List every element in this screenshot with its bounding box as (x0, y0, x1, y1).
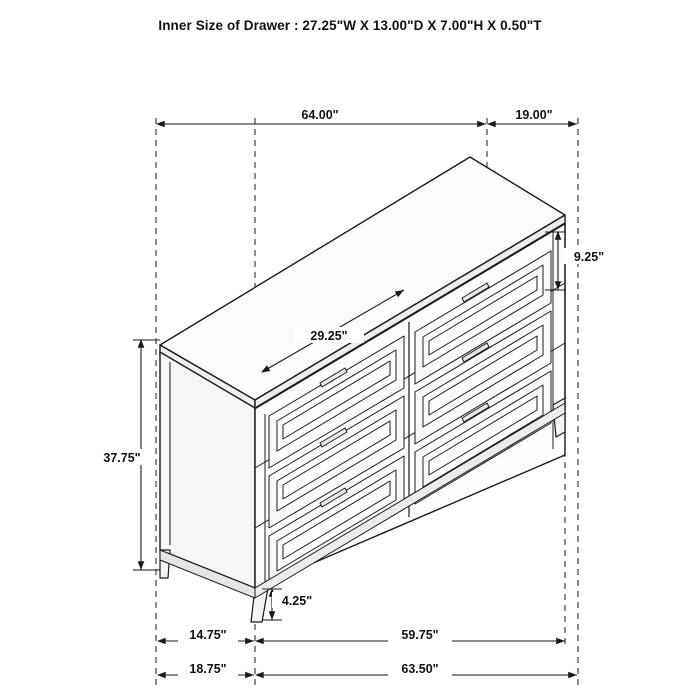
dim-label-base-depth: 18.75" (189, 662, 227, 676)
dim-label-leg-height: 4.25" (281, 594, 313, 608)
page-title: Inner Size of Drawer : 27.25"W X 13.00"D X 7.00"H X 0.50"T (158, 18, 542, 33)
dim-label-overall-height: 37.75" (103, 451, 141, 465)
dim-label-front-width: 59.75" (401, 628, 439, 642)
dim-label-top-depth: 19.00" (515, 108, 553, 122)
dim-label-side-depth: 14.75" (189, 628, 227, 642)
dim-label-drawer-height: 9.25" (573, 250, 605, 264)
dresser-illustration (160, 157, 565, 622)
dim-label-base-width: 63.50" (401, 662, 439, 676)
dim-label-top-width: 64.00" (301, 108, 339, 122)
dim-label-top-run: 29.25" (310, 329, 348, 343)
